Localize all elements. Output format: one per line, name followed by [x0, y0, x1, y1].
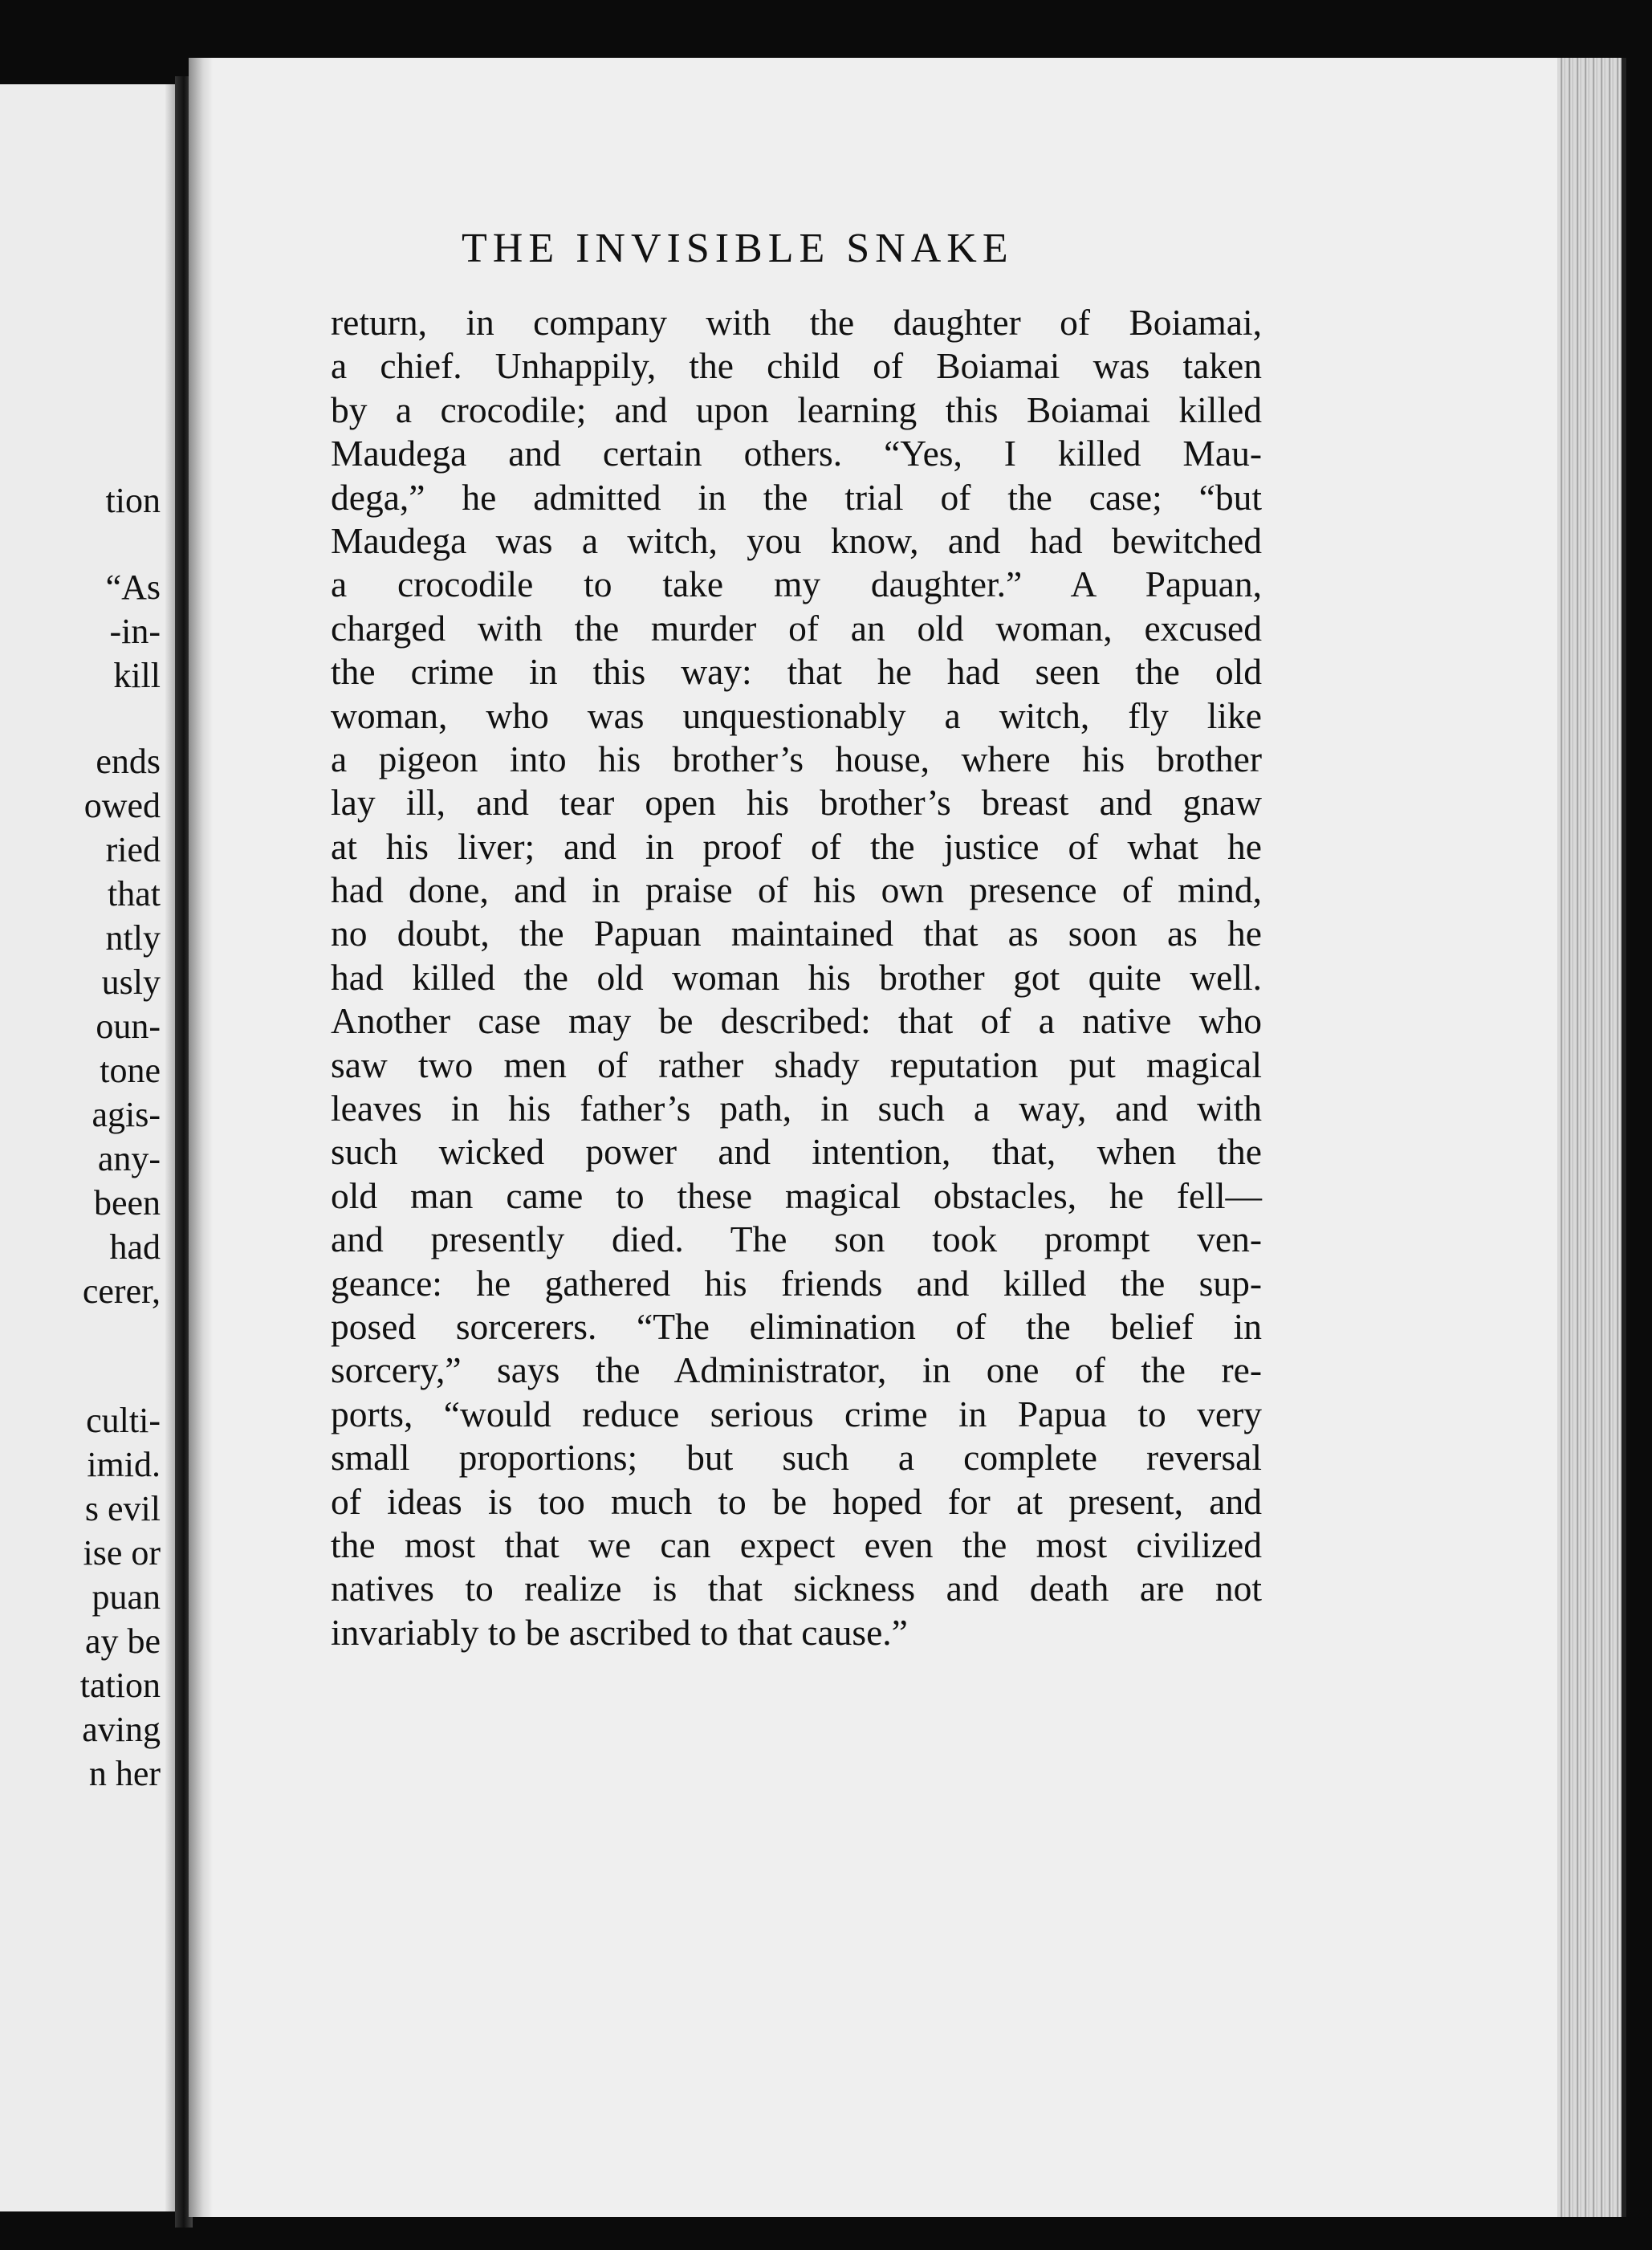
left-line: “As [105, 568, 161, 607]
body-text [331, 301, 1262, 1654]
text-line: of ideas is too much to be hoped for at present, and [331, 1480, 1262, 1522]
text-line: geance: he gathered his friends and killed the sup- [331, 1262, 1262, 1304]
left-page [0, 84, 186, 2211]
text-line: dega,” he admitted in the trial of the case; “but [331, 476, 1262, 518]
text-line: leaves in his father’s path, in such a way, and with [331, 1088, 1262, 1129]
text-line: and presently died. The son took prompt ven- [331, 1219, 1262, 1260]
text-line: such wicked power and intention, that, when the [331, 1131, 1262, 1173]
inner-gutter-shadow [189, 58, 213, 2217]
text-line: posed sorcerers. “The elimination of the belief in [331, 1305, 1262, 1347]
text-line: woman, who was unquestionably a witch, fly like [331, 694, 1262, 736]
text-line: Maudega was a witch, you know, and had bewitched [331, 519, 1262, 561]
left-line: had [109, 1227, 161, 1267]
text-line: small proportions; but such a complete reversal [331, 1437, 1262, 1479]
text-line: Maudega and certain others. “Yes, I killed Mau- [331, 433, 1262, 474]
left-line: -in- [109, 612, 161, 651]
left-line: usly [101, 962, 161, 1002]
left-line: n her [88, 1754, 161, 1793]
left-line: imid. [87, 1445, 161, 1484]
left-line: tation [79, 1666, 161, 1705]
text-line: the crime in this way: that he had seen the old [331, 651, 1262, 693]
text-line: Another case may be described: that of a native who [331, 1000, 1262, 1042]
left-line: cerer, [82, 1271, 161, 1311]
left-page-text [0, 84, 161, 2211]
left-line: culti- [86, 1401, 161, 1440]
left-line: been [93, 1183, 161, 1223]
left-line: ntly [105, 918, 161, 958]
text-line: a chief. Unhappily, the child of Boiamai was taken [331, 345, 1262, 387]
text-line: sorcery,” says the Administrator, in one of the re- [331, 1349, 1262, 1391]
left-line: ried [105, 830, 161, 869]
running-head: THE INVISIBLE SNAKE [462, 226, 1014, 271]
text-line: a crocodile to take my daughter.” A Papuan, [331, 564, 1262, 605]
text-line: had done, and in praise of his own presence of mind, [331, 869, 1262, 911]
left-line: that [108, 874, 161, 913]
text-line: natives to realize is that sickness and death are not [331, 1568, 1262, 1609]
left-line: kill [113, 656, 161, 695]
text-line: saw two men of rather shady reputation put magical [331, 1044, 1262, 1085]
left-line: ay be [84, 1621, 161, 1661]
text-line: by a crocodile; and upon learning this Boiamai killed [331, 389, 1262, 430]
text-line: old man came to these magical obstacles, he fell— [331, 1174, 1262, 1216]
text-line: no doubt, the Papuan maintained that as soon as he [331, 913, 1262, 954]
left-line: ise or [83, 1533, 161, 1573]
text-line: charged with the murder of an old woman, excused [331, 607, 1262, 649]
left-line: tone [100, 1051, 161, 1090]
text-line: at his liver; and in proof of the justice of what he [331, 825, 1262, 867]
text-line: a pigeon into his brother’s house, where his brother [331, 738, 1262, 779]
left-line: puan [92, 1577, 161, 1617]
left-line: agis- [92, 1095, 161, 1134]
left-line: aving [82, 1710, 161, 1749]
text-line: lay ill, and tear open his brother’s breast and gnaw [331, 782, 1262, 824]
left-line: ends [96, 742, 161, 781]
text-line: ports, “would reduce serious crime in Papua to very [331, 1393, 1262, 1434]
page-edges [1557, 58, 1626, 2217]
left-line: tion [105, 481, 161, 520]
text-line: the most that we can expect even the most civilized [331, 1524, 1262, 1565]
text-line: had killed the old woman his brother got quite well. [331, 956, 1262, 998]
text-line: return, in company with the daughter of Boiamai, [331, 302, 1262, 343]
left-line: any- [97, 1139, 161, 1178]
left-line: s evil [84, 1489, 161, 1528]
left-line: oun- [96, 1007, 161, 1046]
left-line: owed [83, 786, 161, 825]
text-line: invariably to be ascribed to that cause.” [331, 1611, 908, 1653]
